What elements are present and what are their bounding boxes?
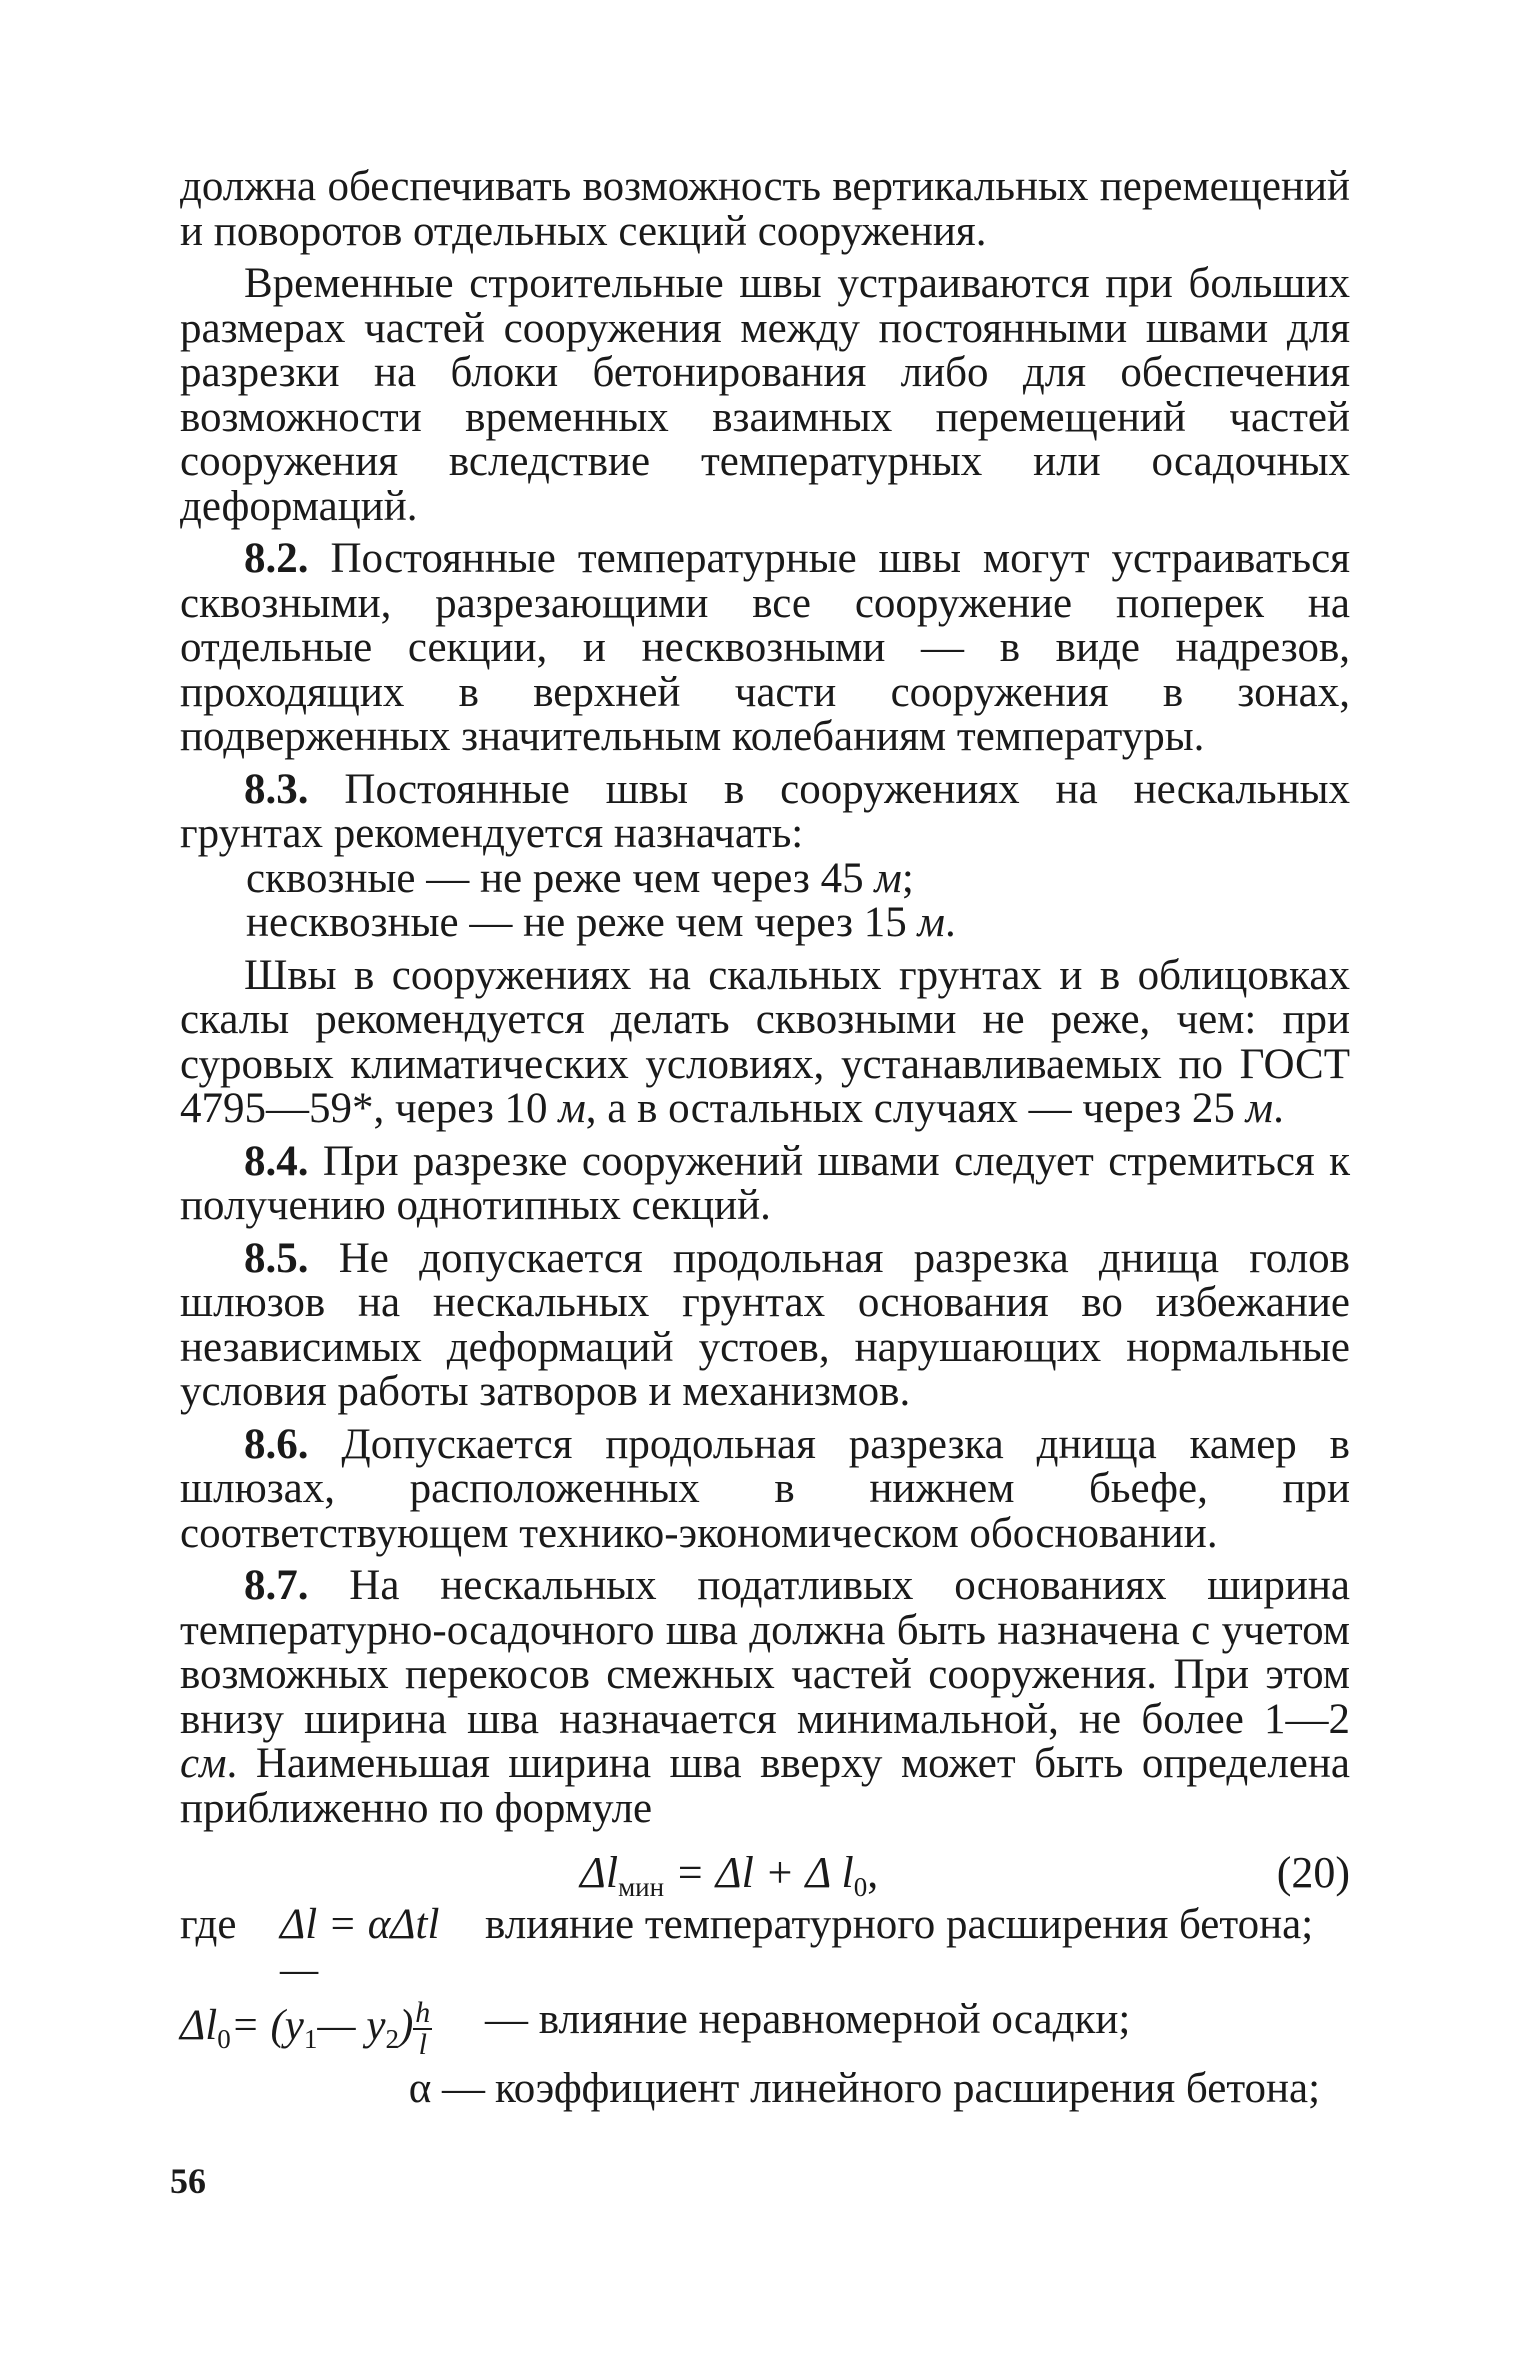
section-number: 8.2.: [244, 535, 309, 582]
formula-subscript: мин: [618, 1872, 665, 1902]
unit: м: [558, 1085, 586, 1132]
symbol-part: Δl: [180, 2001, 218, 2049]
punct: ,: [867, 1848, 879, 1897]
section-8-3: [180, 765, 1350, 857]
paragraph-text: Временные строительные швы устраиваются при больших размерах частей сооружения между постоянными швами для разрезки на блоки бетонирования либо для обеспечения возможности временных взаимных перемещений частей сооружения вследствие температурных или осадочных деформаций.: [180, 260, 1350, 530]
formula-subscript: 0: [853, 1872, 868, 1902]
unit: м: [874, 854, 902, 902]
symbol-subscript: 1: [303, 2023, 318, 2054]
unit: м: [917, 899, 945, 946]
section-number: 8.5.: [244, 1234, 309, 1282]
section-number: 8.7.: [244, 1562, 309, 1609]
paragraph-text: Швы в сооружениях на скальных грунтах и в облицовках скалы рекомендуется делать сквозными не реже, чем: при суровых климатических условиях, устанавливаемых по ГОСТ 4795—59*, через 10: [180, 951, 1350, 1132]
definition-text: коэффициент линейного расширения бетона;: [495, 2065, 1321, 2113]
symbol-part: ): [398, 2001, 414, 2049]
unit: м: [1245, 1085, 1274, 1132]
paragraph-text: Постоянные температурные швы могут устраиваться сквозными, разрезающими все сооружение поперек на отдельные секции, и несквозными — в виде надрезов, проходящих в верхней части сооружения в зонах, подверженных значительным колебаниям температуры.: [180, 535, 1350, 760]
paragraph: [180, 262, 1350, 529]
symbol: α —: [408, 2065, 485, 2113]
symbol: Δl = αΔtl —: [280, 1901, 440, 1993]
section-8-4: [180, 1137, 1351, 1229]
paragraph-text: На нескальных податливых основаниях ширина температурно-осадочного шва должна быть назначена с учетом возможных перекосов смежных частей сооружения. При этом внизу ширина шва назначается минимальной, не более 1—2: [180, 1562, 1350, 1743]
formula-20: [180, 1841, 1350, 1902]
section-8-7: [180, 1564, 1350, 1831]
where-block: [180, 1903, 1350, 2112]
paragraph-text: При разрезке сооружений швами следует стремиться к получению однотипных секций.: [180, 1137, 1351, 1229]
symbol: [180, 1998, 485, 2061]
list-item: [180, 901, 1350, 946]
where-item: [180, 1998, 1350, 2061]
where-item: [180, 2067, 1350, 2112]
definition-text: влияние температурного расширения бетона;: [485, 1901, 1314, 1948]
punct: .: [1273, 1085, 1284, 1132]
symbol-part: — y: [317, 2001, 386, 2049]
punct: ;: [901, 854, 914, 902]
list-item-text: несквозные — не реже чем через 15: [246, 899, 907, 946]
list-item-text: сквозные — не реже чем через 45: [246, 854, 864, 902]
fraction-denominator: l: [418, 2028, 427, 2061]
fraction-numerator: h: [415, 1996, 431, 2029]
punct: .: [944, 899, 956, 946]
paragraph-text: . Наименьшая ширина шва вверху может быть определена приближенно по формуле: [180, 1740, 1350, 1832]
section-number: 8.4.: [244, 1137, 309, 1185]
unit: см: [180, 1740, 227, 1787]
paragraph: [180, 951, 1350, 1132]
paragraph: [180, 165, 1350, 254]
where-word: где: [180, 1901, 237, 1948]
section-number: 8.6.: [244, 1420, 309, 1468]
section-number: 8.3.: [244, 765, 309, 813]
symbol-subscript: 0: [217, 2023, 231, 2054]
symbol-part: = (y: [230, 2001, 304, 2049]
section-8-2: [180, 537, 1350, 760]
formula-number: (20): [1276, 1848, 1350, 1897]
paragraph-text: , а в остальных случаях — через 25: [585, 1085, 1235, 1132]
section-8-5: [180, 1234, 1350, 1415]
section-8-6: [180, 1420, 1350, 1557]
paragraph-text: Допускается продольная разрезка днища камер в шлюзах, расположенных в нижнем бьефе, при соответствующем технико-экономическом обосновании.: [180, 1420, 1350, 1557]
list-item: [180, 854, 1350, 902]
where-item: [180, 1903, 1350, 1992]
formula-rhs: = Δl + Δ l: [675, 1848, 854, 1897]
formula-expression: [580, 1847, 878, 1903]
paragraph-text: Постоянные швы в сооружениях на нескальных грунтах рекомендуется назначать:: [180, 765, 1350, 857]
definition-text: — влияние неравномерной осадки;: [485, 1996, 1131, 2043]
fraction: [413, 1998, 432, 2060]
paragraph-text: должна обеспечивать возможность вертикальных перемещений и поворотов отдельных секций сооружения.: [180, 163, 1350, 255]
symbol-subscript: 2: [385, 2023, 399, 2054]
formula-lhs: Δl: [580, 1848, 619, 1897]
paragraph-text: Не допускается продольная разрезка днища голов шлюзов на нескальных грунтах основания во избежание независимых деформаций устоев, нарушающих нормальные условия работы затворов и механизмов.: [180, 1234, 1350, 1415]
text-column: [180, 165, 1350, 2112]
page-number: 56: [170, 2161, 206, 2201]
